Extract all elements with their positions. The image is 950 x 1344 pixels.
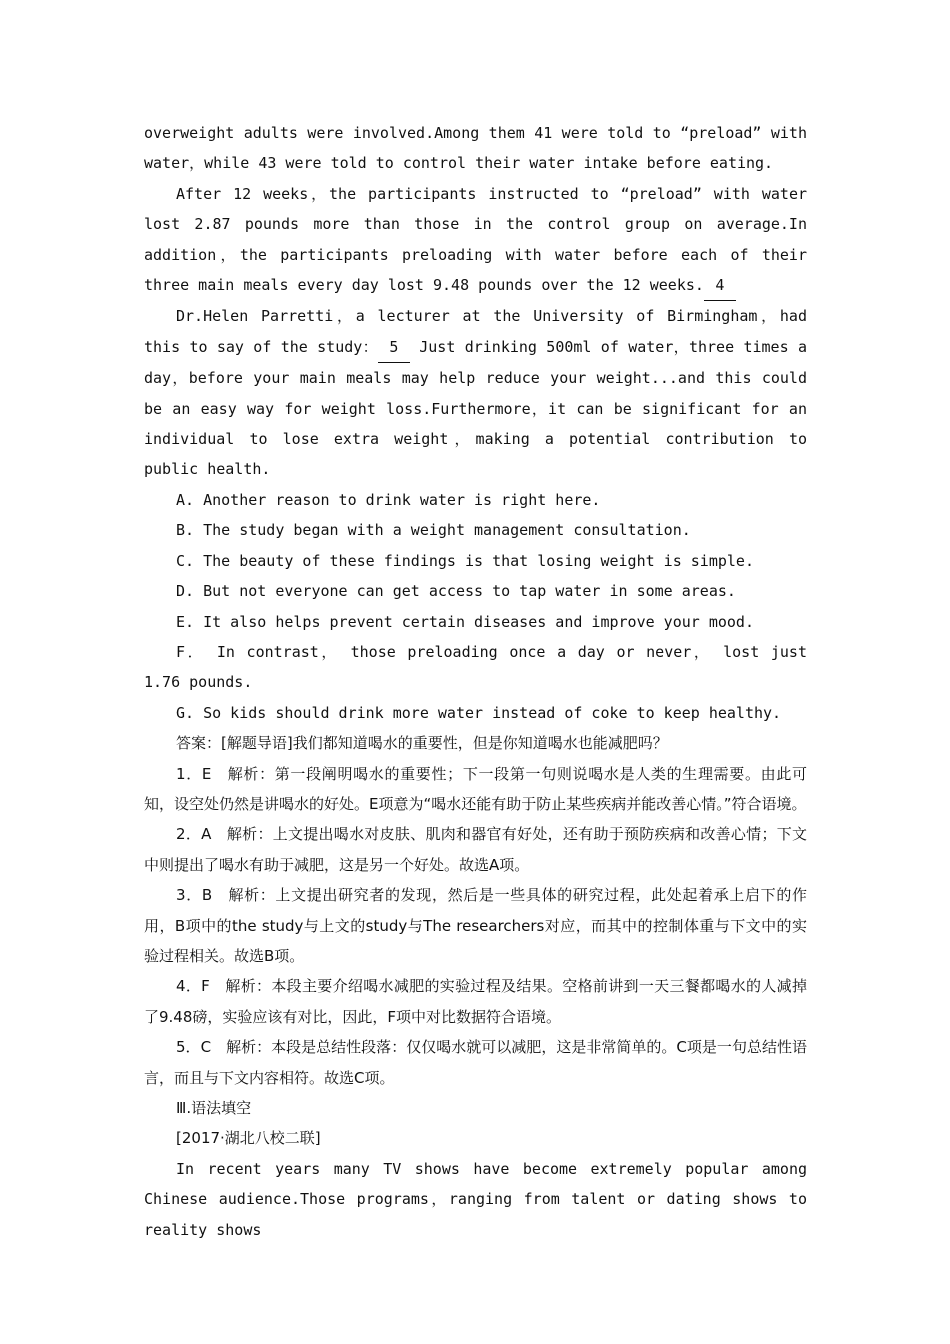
- answer-item-3: 3．B 解析：上文提出研究者的发现，然后是一些具体的研究过程，此处起着承上启下的作用，B项中的the study与上文的study与The researchers对应，而其中的控制体重与下文中的实验过程相关。故选B项。: [144, 886, 807, 965]
- quote-lead: Dr.Helen Parretti，a lecturer at the University of Birmingham，had this to say of the study：: [144, 307, 807, 356]
- option-e: E. It also helps prevent certain diseases and improve your mood.: [176, 612, 754, 631]
- option-a: A. Another reason to drink water is right here.: [176, 490, 601, 509]
- passage-paragraph-intro-end: overweight adults were involved.Among them 41 were told to “preload” with water，while 43 were told to control their water intake before eating.: [144, 124, 807, 173]
- answer-item-4: 4．F 解析：本段主要介绍喝水减肥的实验过程及结果。空格前讲到一天三餐都喝水的人减掉了9.48磅，实验应该有对比，因此，F项中对比数据符合语境。: [144, 977, 807, 1026]
- document-content: [144, 118, 807, 1245]
- answer-intro: 答案：[解题导语]我们都知道喝水的重要性，但是你知道喝水也能减肥吗？: [176, 734, 668, 753]
- section-paragraph-1: In recent years many TV shows have become extremely popular among Chinese audience.Those programs，ranging from talent or dating shows to reality shows: [144, 1159, 807, 1239]
- passage-paragraph-quote: [144, 301, 807, 484]
- option-c: C. The beauty of these findings is that losing weight is simple.: [176, 551, 754, 570]
- answer-item-1: 1．E 解析：第一段阐明喝水的重要性；下一段第一句则说喝水是人类的生理需要。由此可知，设空处仍然是讲喝水的好处。E项意为“喝水还能有助于防止某些疾病并能改善心情。”符合语境。: [144, 764, 807, 813]
- passage-paragraph-results: [144, 179, 807, 302]
- option-f: F． In contrast， those preloading once a day or never， lost just 1.76 pounds.: [144, 642, 807, 692]
- blank-5: 5: [378, 332, 410, 363]
- option-g: G. So kids should drink more water instead of coke to keep healthy.: [176, 703, 782, 722]
- blank-4: 4: [704, 270, 736, 301]
- section-heading: Ⅲ.语法填空: [176, 1099, 252, 1117]
- option-d: D. But not everyone can get access to tap water in some areas.: [176, 582, 736, 601]
- answer-item-2: 2．A 解析：上文提出喝水对皮肤、肌肉和器官有好处，还有助于预防疾病和改善心情；下文中则提出了喝水有助于减肥，这是另一个好处。故选A项。: [144, 825, 807, 874]
- option-b: B. The study began with a weight management consultation.: [176, 521, 691, 540]
- answer-item-5: 5．C 解析：本段是总结性段落：仅仅喝水就可以减肥，这是非常简单的。C项是一句总结性语言，而且与下文内容相符。故选C项。: [144, 1038, 807, 1087]
- section-source: [2017·湖北八校二联]: [176, 1129, 321, 1148]
- quote-body: Just drinking 500ml of water，three times a day，before your main meals may help reduce your weight...and this could be an easy way for weight loss.Furthermore，it can be significant for an individual to lose extra weight，making a potential contribution to public health.: [144, 337, 807, 479]
- results-text: After 12 weeks，the participants instructed to “preload” with water lost 2.87 pounds more than those in the control group on average.In addition，the participants preloading with water before each of their three main meals every day lost 9.48 pounds over the 12 weeks.: [144, 184, 807, 295]
